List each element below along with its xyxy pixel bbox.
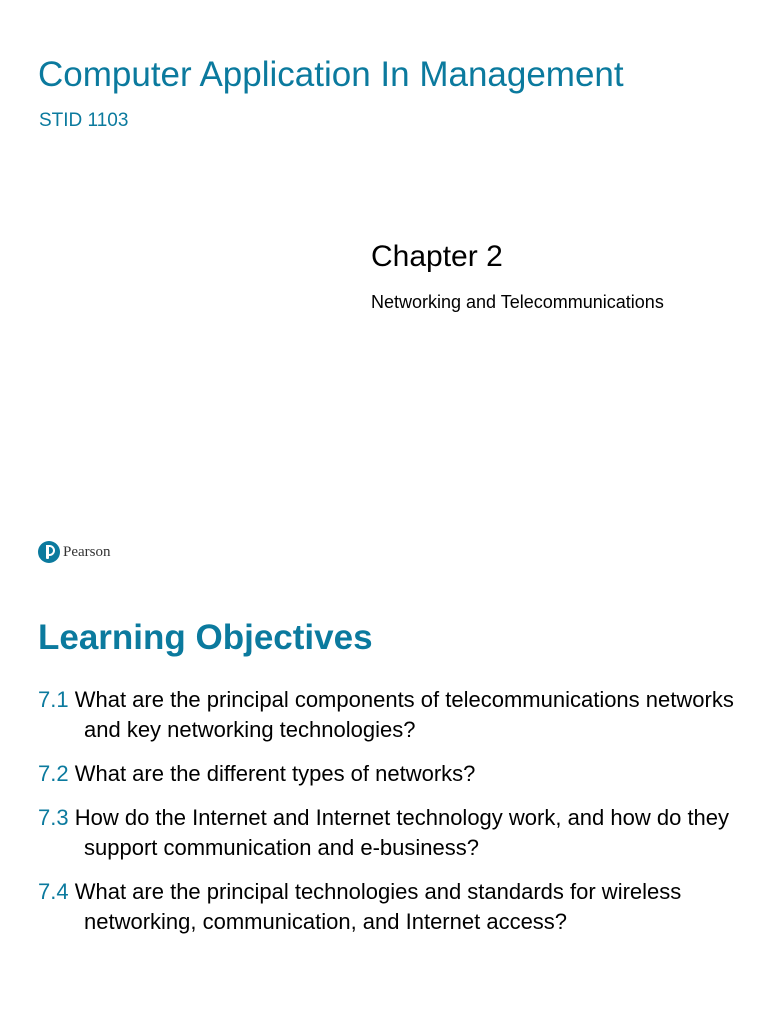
publisher-logo [38,541,111,563]
objective-number: 7.3 [38,805,69,830]
slide-title: Computer Application In Management [38,55,624,94]
objective-text: What are the principal components of telecommunications networks and key networking technologies? [74,687,734,742]
chapter-heading: Chapter 2 [371,240,503,273]
publisher-name: Pearson [63,543,111,560]
objective-text: What are the principal technologies and standards for wireless networking, communication, and Internet access? [74,879,682,934]
objective-text: How do the Internet and Internet technology work, and how do they support communication and e-business? [74,805,730,860]
objectives-slide [0,590,768,1024]
objective-item [38,759,738,789]
objective-item [38,877,738,937]
objective-text: What are the different types of networks? [74,761,476,786]
objectives-list [38,685,738,951]
objectives-heading: Learning Objectives [38,618,373,657]
course-code: STID 1103 [39,110,129,131]
objective-item [38,803,738,863]
pearson-logo-icon [38,541,60,563]
objective-number: 7.2 [38,761,69,786]
chapter-subtitle: Networking and Telecommunications [371,292,664,312]
objective-number: 7.4 [38,879,69,904]
objective-item [38,685,738,745]
objective-number: 7.1 [38,687,69,712]
